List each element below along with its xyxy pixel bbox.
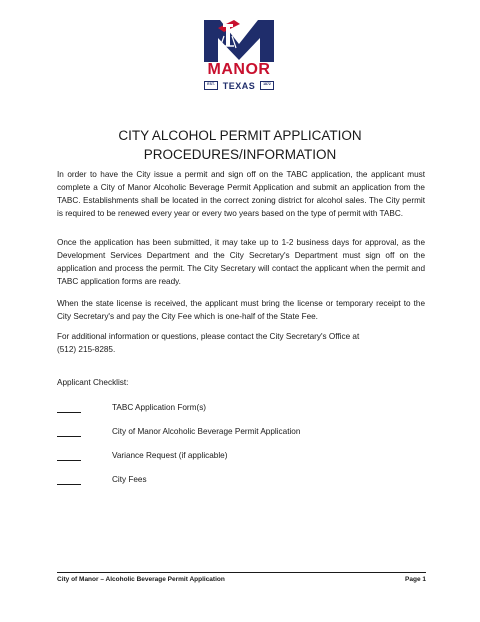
contact-paragraph [57, 330, 425, 356]
footer-document-title: City of Manor – Alcoholic Beverage Permit Application [57, 576, 225, 583]
page-footer [57, 572, 426, 585]
title-line-2: PROCEDURES/INFORMATION [143, 147, 337, 162]
city-of-manor-logo [196, 14, 282, 100]
manor-m-emblem-icon [196, 14, 282, 64]
license-paragraph: When the state license is received, the applicant must bring the license or temporary receipt to the City Secretary's and pay the City Fee which is one-half of the State Fee. [57, 299, 425, 321]
intro-paragraph: In order to have the City issue a permit and sign off on the TABC application, the applicant must complete a City of Manor Alcoholic Beverage Permit Application and submit an application from the TABC. Establishments shall be located in the correct zoning district for alcohol sales. The City permit is required to be renewed every year or every two years based on the type of permit with TABC. [57, 170, 425, 218]
contact-phone: (512) 215-8285. [57, 345, 116, 354]
logo-est-badge: EST. [204, 81, 218, 90]
processing-paragraph: Once the application has been submitted, it may take up to 1-2 business days for approval, as the Development Services Department and the City Secretary's Department must sign off on the application and process the permit. The City Secretary will contact the applicant when the permit and TABC application forms are ready. [57, 238, 425, 286]
checklist-item [57, 402, 417, 414]
checklist-item [57, 474, 417, 486]
footer-page-number: Page 1 [405, 576, 426, 583]
title-line-1: CITY ALCOHOL PERMIT APPLICATION [118, 128, 362, 143]
checklist-item-label: City of Manor Alcoholic Beverage Permit Application [112, 427, 301, 436]
logo-state: TEXAS [222, 81, 256, 91]
logo-wordmark: MANOR [207, 61, 271, 78]
logo-year-badge: 1872 [260, 81, 274, 90]
checklist-item-label: City Fees [112, 475, 147, 484]
checklist-item [57, 426, 417, 438]
page-title [60, 126, 420, 164]
checklist-item-label: TABC Application Form(s) [112, 403, 207, 412]
checklist-heading: Applicant Checklist: [57, 378, 129, 387]
checklist-item [57, 450, 417, 462]
logo-subline [204, 80, 274, 92]
contact-line-1: For additional information or questions, please contact the City Secretary's Office at [57, 332, 360, 341]
checklist-item-label: Variance Request (if applicable) [112, 451, 228, 460]
